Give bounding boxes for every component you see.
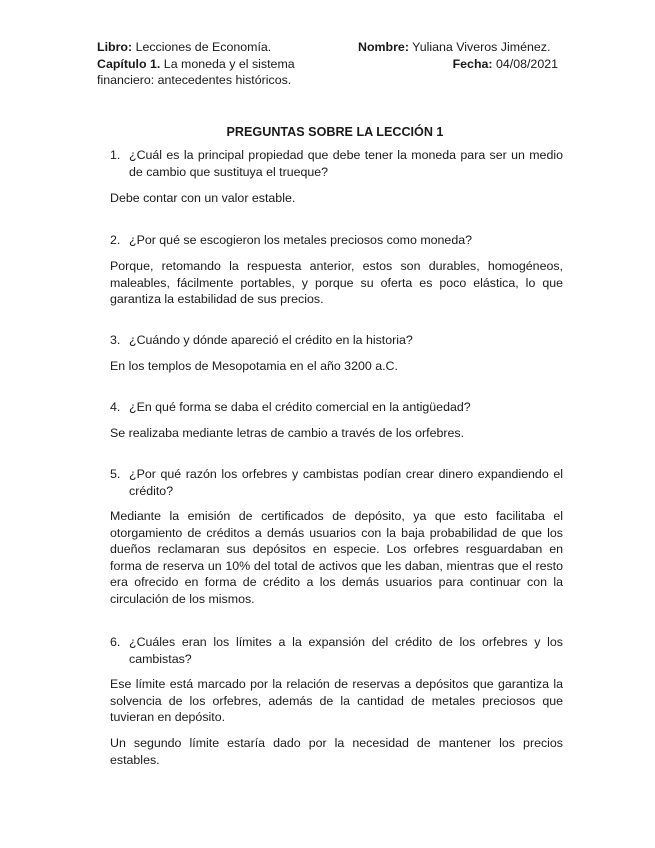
question-text: ¿Cuál es la principal propiedad que debe tener la moneda para ser un medio de cambio que sustituya el trueque? <box>129 148 563 179</box>
chapter-line-2 <box>97 72 327 89</box>
answer-text: Un segundo límite estaría dado por la necesidad de mantener los precios estables. <box>110 736 563 767</box>
name-value: Yuliana Viveros Jiménez. <box>412 40 551 54</box>
chapter-value-cont: financiero: antecedentes históricos. <box>97 73 292 88</box>
answer-text: Porque, retomando la respuesta anterior, estos son durables, homogéneos, maleables, fácilmente portables, y porque su oferta es poco elástica, lo que garantiza la estabilidad de sus precios. <box>110 259 563 307</box>
question-text: ¿Por qué razón los orfebres y cambistas podían crear dinero expandiendo el crédito? <box>129 467 563 498</box>
chapter-line <box>97 56 327 73</box>
answer-text: Mediante la emisión de certificados de depósito, ya que esto facilitaba el otorgamiento de créditos a demás usuarios con la baja probabilidad de que los dueños reclamaran sus depósitos en especie. Los orfebres resguardaban en forma de reserva un 10% del total de activos que les daban, mientras que el resto era ofrecido en forma de crédito a los demás usuarios para continuar con la circulación de los mismos. <box>110 509 563 606</box>
question-6 <box>110 634 563 667</box>
date-value: 04/08/2021 <box>495 56 558 71</box>
header-right <box>358 39 558 72</box>
question-text: ¿Cuándo y dónde apareció el crédito en la historia? <box>129 333 413 347</box>
question-4 <box>110 399 563 416</box>
question-number: 2. <box>110 233 121 247</box>
page-title: PREGUNTAS SOBRE LA LECCIÓN 1 <box>226 125 444 139</box>
answer-2 <box>110 258 563 308</box>
question-1 <box>110 147 563 180</box>
answer-6a <box>110 676 563 726</box>
header-left <box>97 39 327 89</box>
date-label: Fecha: <box>452 56 493 71</box>
answer-1 <box>110 190 563 207</box>
question-number: 6. <box>110 635 121 649</box>
answer-4 <box>110 425 563 442</box>
question-number: 1. <box>110 148 121 162</box>
question-5 <box>110 466 563 499</box>
question-number: 4. <box>110 400 121 414</box>
answer-3 <box>110 358 563 375</box>
date-line <box>358 56 558 73</box>
question-text: ¿Por qué se escogieron los metales preciosos como moneda? <box>129 233 472 247</box>
chapter-value: La moneda y el sistema <box>163 56 295 71</box>
question-number: 3. <box>110 333 121 347</box>
answer-5 <box>110 508 563 608</box>
question-3 <box>110 332 563 349</box>
chapter-label: Capítulo 1. <box>97 56 161 71</box>
name-line <box>358 39 558 56</box>
answer-text: Se realizaba mediante letras de cambio a través de los orfebres. <box>110 426 465 440</box>
question-2 <box>110 232 563 249</box>
answer-text: Ese límite está marcado por la relación de reservas a depósitos que garantiza la solvencia de los orfebres, además de la cantidad de metales preciosos que tuvieran en depósito. <box>110 677 563 725</box>
book-value: Lecciones de Economía. <box>135 40 272 54</box>
question-text: ¿En qué forma se daba el crédito comercial en la antigüedad? <box>129 400 471 414</box>
answer-text: En los templos de Mesopotamia en el año 3200 a.C. <box>110 359 398 373</box>
book-line <box>97 39 327 56</box>
book-label: Libro: <box>97 40 133 54</box>
answer-text: Debe contar con un valor estable. <box>110 191 296 205</box>
question-number: 5. <box>110 467 121 481</box>
question-text: ¿Cuáles eran los límites a la expansión del crédito de los orfebres y los cambistas? <box>129 635 563 666</box>
answer-6b <box>110 735 563 768</box>
name-label: Nombre: <box>358 40 409 54</box>
